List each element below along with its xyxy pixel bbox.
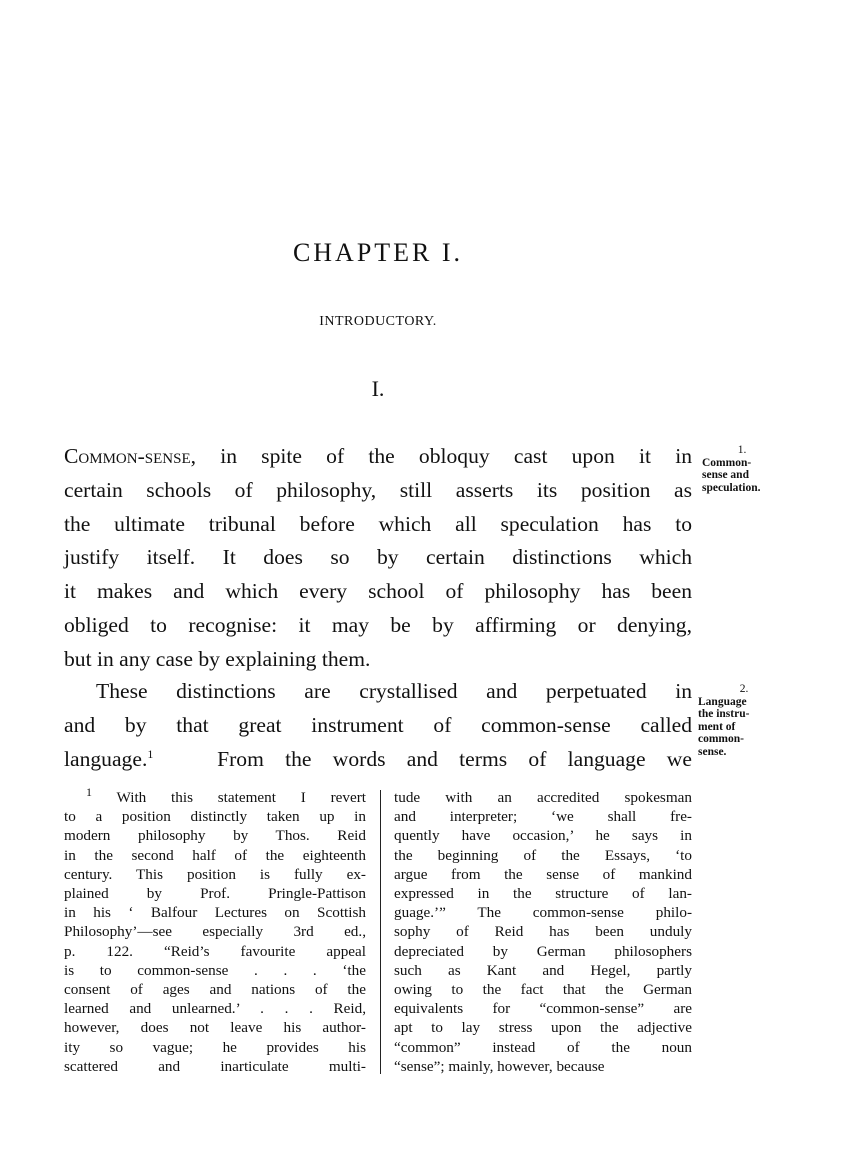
margin-note-line: Common- [702,456,752,469]
paragraph-line: obliged to recognise: it may be by affirming or denying, [64,612,692,637]
footnote-marker: 1 [86,784,92,799]
paragraph-line-text: language. [64,746,148,771]
footnote-line: tude with an accredited spokesman [394,789,692,806]
footnote-line: is to common-sense . . . ‘the [64,961,366,979]
footnote-line: however, does not leave his author- [64,1019,366,1037]
margin-note-number: 2. [739,683,749,695]
margin-note-line: common- [698,733,744,745]
footnote-line: “sense”; mainly, however, because [394,1057,605,1075]
footnote-line: p. 122. “Reid’s favourite appeal [64,942,366,960]
paragraph-line: certain schools of philosophy, still asserts its position as [64,477,692,502]
margin-note-2 [698,683,798,758]
footnote-column-divider [380,790,381,1074]
margin-note-1 [702,444,802,494]
footnote-line: depreciated by German philosophers [394,942,692,960]
footnote-line: argue from the sense of mankind [394,865,692,883]
footnote-line: ity so vague; he provides his [64,1038,366,1056]
footnote-line: such as Kant and Hegel, partly [394,961,692,979]
paragraph-line: the ultimate tribunal before which all speculation has to [64,511,692,536]
footnote-line: and interpreter; ‘we shall fre- [394,808,692,826]
chapter-title: CHAPTER I. [292,238,464,267]
footnote-line: plained by Prof. Pringle-Pattison [64,885,366,903]
paragraph-1 [64,440,692,677]
footnote-right-column [394,788,692,1084]
paragraph-line: but in any case by explaining them. [64,646,371,671]
footnote-line: the beginning of the Essays, ‘to [394,846,692,864]
footnote-line: expressed in the structure of lan- [394,885,692,903]
footnote-line: consent of ages and nations of the [64,981,366,999]
margin-note-line: the instru- [698,708,750,720]
margin-note-number: 1. [737,444,747,456]
footnote-line: learned and unlearned.’ . . . Reid, [64,1000,366,1018]
margin-note-line: sense. [698,745,727,758]
footnote-line: equivalents for “common-sense” are [394,1000,692,1018]
chapter-subtitle: INTRODUCTORY. [319,314,437,329]
footnote-line: Philosophy’—see especially 3rd ed., [64,923,366,941]
footnote-reference[interactable]: 1 [147,746,154,761]
paragraph-2 [64,675,692,776]
paragraph-line: These distinctions are crystallised and perpetuated in [96,679,692,703]
paragraph-line: it makes and which every school of philosophy has been [64,579,692,604]
paragraph-line [64,743,692,777]
margin-note-line: Language [698,695,747,708]
paragraph-line-text: From the words and terms of language we [217,746,692,771]
section-number: I. [371,376,385,401]
footnote-line: apt to lay stress upon the adjective [394,1019,692,1037]
paragraph-line [64,440,692,474]
footnote-line: guage.’” The common-sense philo- [394,904,692,922]
footnote-line: quently have occasion,’ he says in [394,827,692,845]
lead-word: Common-sense [64,444,191,468]
margin-note-line: sense and [702,469,749,481]
footnote-line: century. This position is fully ex- [64,865,366,883]
footnote-line: in his ‘ Balfour Lectures on Scottish [64,904,366,922]
footnote-line: scattered and inarticulate multi- [64,1057,366,1075]
footnote-line-text: With this statement I revert [92,789,366,806]
paragraph-line: justify itself. It does so by certain distinctions which [64,545,692,570]
footnote-line: “common” instead of the noun [394,1038,692,1056]
footnote-line [64,784,366,807]
margin-note-line: ment of [698,720,736,733]
footnote-left-column [64,784,366,1084]
margin-note-line: speculation. [702,481,761,494]
footnote-line: in the second half of the eighteenth [64,846,366,864]
footnote-line: owing to the fact that the German [394,981,692,999]
paragraph-line-text: , in spite of the obloquy cast upon it in [190,444,692,468]
paragraph-line: and by that great instrument of common-sense called [64,712,692,737]
footnote-line: to a position distinctly taken up in [64,808,366,826]
footnote-line: sophy of Reid has been unduly [394,923,692,941]
footnote-line: modern philosophy by Thos. Reid [64,827,366,845]
